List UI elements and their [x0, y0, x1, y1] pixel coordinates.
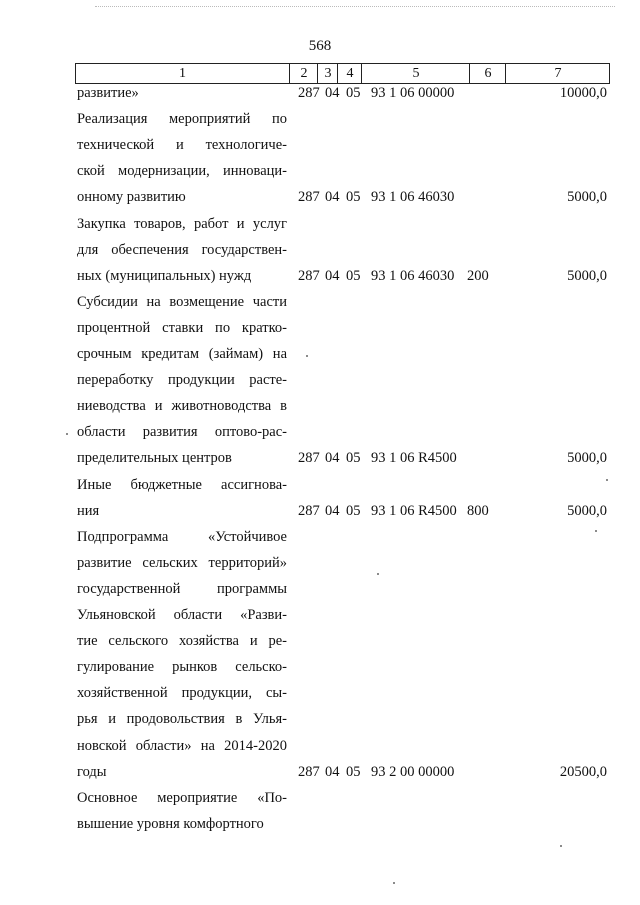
scan-speck	[606, 479, 608, 481]
row-description-line: процентной ставки по кратко-	[77, 319, 287, 336]
row-description-line: для обеспечения государствен-	[77, 241, 287, 258]
row-description-line: ской модернизации, инноваци-	[77, 163, 287, 180]
scan-speck	[377, 573, 379, 575]
cell-csr: 93 1 06 46030	[371, 267, 455, 284]
row-description-line: хозяйственной продукции, сы-	[77, 685, 287, 702]
row-description-line: Субсидии на возмещение части	[77, 293, 287, 310]
header-col-5: 5	[361, 64, 470, 83]
row-description-line: вышение уровня комфортного	[77, 815, 264, 832]
cell-csr: 93 1 06 R4500	[371, 450, 457, 467]
row-description-line: развитие сельских территорий»	[77, 554, 287, 571]
cell-amount: 5000,0	[567, 267, 607, 284]
cell-vr: 200	[467, 267, 489, 284]
row-description-line: новской области» на 2014-2020	[77, 737, 287, 754]
cell-rz: 04	[325, 85, 340, 101]
row-description-line: Подпрограмма «Устойчивое	[77, 528, 287, 545]
row-description-line: ниеводства и животноводства в	[77, 398, 287, 415]
row-description-line: переработку продукции расте-	[77, 372, 287, 389]
cell-pr: 05	[346, 189, 361, 206]
row-description-line: Закупка товаров, работ и услуг	[77, 215, 287, 232]
row-description-line: Иные бюджетные ассигнова-	[77, 476, 287, 493]
cell-csr: 93 2 00 00000	[371, 763, 455, 780]
row-description-line: развитие»	[77, 85, 139, 101]
row-description-line: государственной программы	[77, 580, 287, 597]
table-header	[75, 63, 610, 84]
cell-pr: 05	[346, 85, 361, 101]
cell-gr: 287	[298, 189, 320, 206]
row-description-line: Реализация мероприятий по	[77, 111, 287, 128]
cell-gr: 287	[298, 502, 320, 519]
cell-amount: 5000,0	[567, 502, 607, 519]
cell-amount: 20500,0	[559, 763, 607, 780]
row-description-line: рья и продовольствия в Улья-	[77, 711, 287, 728]
header-col-6: 6	[469, 64, 506, 83]
row-description-line: пределительных центров	[77, 450, 232, 467]
row-description-line: онному развитию	[77, 189, 186, 206]
cell-pr: 05	[346, 267, 361, 284]
row-description-line: Ульяновской области «Разви-	[77, 607, 287, 623]
row-description-line: срочным кредитам (займам) на	[77, 346, 287, 362]
row-description-line: тие сельского хозяйства и ре-	[77, 633, 287, 650]
scan-edge-artifact	[95, 6, 615, 9]
cell-gr: 287	[298, 85, 320, 101]
cell-rz: 04	[325, 267, 340, 284]
scan-speck	[306, 355, 308, 357]
scan-speck	[393, 882, 395, 884]
cell-vr: 800	[467, 502, 489, 519]
cell-csr: 93 1 06 46030	[371, 189, 455, 206]
row-description-line: ния	[77, 502, 100, 519]
row-description-line: технической и технологиче-	[77, 137, 287, 154]
scan-speck	[560, 845, 562, 847]
header-col-3: 3	[317, 64, 338, 83]
header-col-4: 4	[337, 64, 362, 83]
scan-speck	[595, 530, 597, 532]
cell-gr: 287	[298, 267, 320, 284]
cell-rz: 04	[325, 189, 340, 206]
cell-gr: 287	[298, 450, 320, 467]
cell-pr: 05	[346, 502, 361, 519]
cell-rz: 04	[325, 763, 340, 780]
row-description-line: ных (муниципальных) нужд	[77, 267, 252, 284]
row-description-line: области развития оптово-рас-	[77, 424, 287, 441]
scan-speck	[66, 433, 68, 435]
cell-amount: 10000,0	[559, 85, 607, 101]
cell-rz: 04	[325, 450, 340, 467]
cell-pr: 05	[346, 450, 361, 467]
cell-amount: 5000,0	[567, 189, 607, 206]
page-number: 568	[308, 38, 332, 54]
header-col-2: 2	[289, 64, 318, 83]
cell-amount: 5000,0	[567, 450, 607, 467]
cell-pr: 05	[346, 763, 361, 780]
row-description-line: Основное мероприятие «По-	[77, 789, 287, 806]
cell-rz: 04	[325, 502, 340, 519]
header-col-7: 7	[505, 64, 610, 83]
cell-csr: 93 1 06 00000	[371, 85, 455, 101]
row-description-line: гулирование рынков сельско-	[77, 659, 287, 676]
cell-csr: 93 1 06 R4500	[371, 502, 457, 519]
header-col-1: 1	[179, 66, 186, 81]
row-description-line: годы	[77, 763, 107, 780]
cell-gr: 287	[298, 763, 320, 780]
